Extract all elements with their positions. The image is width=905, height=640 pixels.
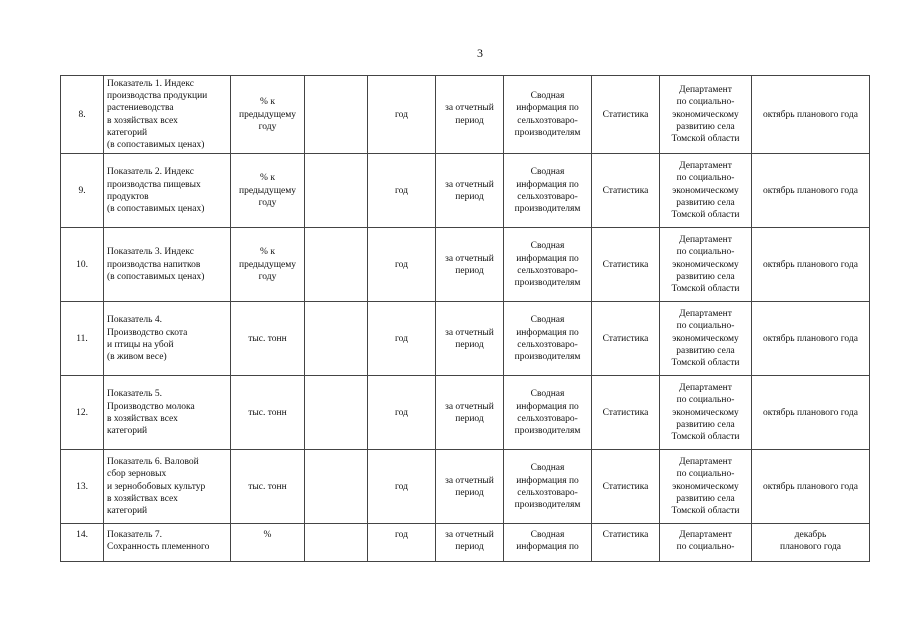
- empty-cell: [305, 376, 368, 450]
- deadline: октябрь планового года: [752, 76, 870, 154]
- empty-cell: [305, 524, 368, 562]
- periodicity: год: [368, 450, 436, 524]
- empty-cell: [305, 76, 368, 154]
- deadline: октябрь планового года: [752, 450, 870, 524]
- row-number: 14.: [61, 524, 104, 562]
- collection-method: Статистика: [592, 302, 660, 376]
- table-row: [61, 154, 870, 228]
- time-characteristic: за отчетный период: [436, 76, 504, 154]
- table-row: [61, 228, 870, 302]
- indicators-table: [60, 75, 870, 562]
- table-row: [61, 376, 870, 450]
- time-characteristic: за отчетный период: [436, 154, 504, 228]
- data-source: Сводная информация по сельхозтоваро- производителям: [504, 228, 592, 302]
- collection-method: Статистика: [592, 228, 660, 302]
- unit-of-measure: тыс. тонн: [231, 376, 305, 450]
- periodicity: год: [368, 302, 436, 376]
- indicator-name: Показатель 3. Индекс производства напитков (в сопоставимых ценах): [104, 228, 231, 302]
- time-characteristic: за отчетный период: [436, 524, 504, 562]
- row-number: 10.: [61, 228, 104, 302]
- collection-method: Статистика: [592, 524, 660, 562]
- unit-of-measure: % к предыдущему году: [231, 228, 305, 302]
- row-number: 9.: [61, 154, 104, 228]
- responsible-department: Департамент по социально- экономическому развитию села Томской области: [660, 154, 752, 228]
- time-characteristic: за отчетный период: [436, 228, 504, 302]
- collection-method: Статистика: [592, 376, 660, 450]
- table-row: [61, 524, 870, 562]
- responsible-department: Департамент по социально- экономическому развитию села Томской области: [660, 302, 752, 376]
- indicator-name: Показатель 1. Индекс производства продукции растениеводства в хозяйствах всех категорий (в сопоставимых ценах): [104, 76, 231, 154]
- indicator-name: Показатель 4. Производство скота и птицы на убой (в живом весе): [104, 302, 231, 376]
- unit-of-measure: % к предыдущему году: [231, 76, 305, 154]
- periodicity: год: [368, 376, 436, 450]
- indicator-name: Показатель 5. Производство молока в хозяйствах всех категорий: [104, 376, 231, 450]
- unit-of-measure: %: [231, 524, 305, 562]
- deadline: декабрь планового года: [752, 524, 870, 562]
- periodicity: год: [368, 76, 436, 154]
- periodicity: год: [368, 524, 436, 562]
- responsible-department: Департамент по социально- экономическому развитию села Томской области: [660, 76, 752, 154]
- row-number: 8.: [61, 76, 104, 154]
- row-number: 13.: [61, 450, 104, 524]
- data-source: Сводная информация по сельхозтоваро- производителям: [504, 302, 592, 376]
- row-number: 11.: [61, 302, 104, 376]
- time-characteristic: за отчетный период: [436, 450, 504, 524]
- indicator-name: Показатель 6. Валовой сбор зерновых и зернобобовых культур в хозяйствах всех категорий: [104, 450, 231, 524]
- empty-cell: [305, 302, 368, 376]
- indicator-name: Показатель 7. Сохранность племенного: [104, 524, 231, 562]
- responsible-department: Департамент по социально- экономическому развитию села Томской области: [660, 376, 752, 450]
- data-source: Сводная информация по сельхозтоваро- производителям: [504, 154, 592, 228]
- periodicity: год: [368, 154, 436, 228]
- table-row: [61, 302, 870, 376]
- page-number: 3: [477, 46, 483, 60]
- table-row: [61, 450, 870, 524]
- responsible-department: Департамент по социально- экономическому развитию села Томской области: [660, 450, 752, 524]
- collection-method: Статистика: [592, 154, 660, 228]
- row-number: 12.: [61, 376, 104, 450]
- deadline: октябрь планового года: [752, 302, 870, 376]
- data-source: Сводная информация по сельхозтоваро- производителям: [504, 76, 592, 154]
- deadline: октябрь планового года: [752, 376, 870, 450]
- time-characteristic: за отчетный период: [436, 376, 504, 450]
- time-characteristic: за отчетный период: [436, 302, 504, 376]
- empty-cell: [305, 154, 368, 228]
- unit-of-measure: % к предыдущему году: [231, 154, 305, 228]
- data-source: Сводная информация по: [504, 524, 592, 562]
- data-source: Сводная информация по сельхозтоваро- производителям: [504, 376, 592, 450]
- responsible-department: Департамент по социально- экономическому развитию села Томской области: [660, 228, 752, 302]
- deadline: октябрь планового года: [752, 154, 870, 228]
- empty-cell: [305, 450, 368, 524]
- collection-method: Статистика: [592, 76, 660, 154]
- indicator-name: Показатель 2. Индекс производства пищевых продуктов (в сопоставимых ценах): [104, 154, 231, 228]
- empty-cell: [305, 228, 368, 302]
- deadline: октябрь планового года: [752, 228, 870, 302]
- periodicity: год: [368, 228, 436, 302]
- table-row: [61, 76, 870, 154]
- unit-of-measure: тыс. тонн: [231, 302, 305, 376]
- data-source: Сводная информация по сельхозтоваро- производителям: [504, 450, 592, 524]
- collection-method: Статистика: [592, 450, 660, 524]
- responsible-department: Департамент по социально-: [660, 524, 752, 562]
- unit-of-measure: тыс. тонн: [231, 450, 305, 524]
